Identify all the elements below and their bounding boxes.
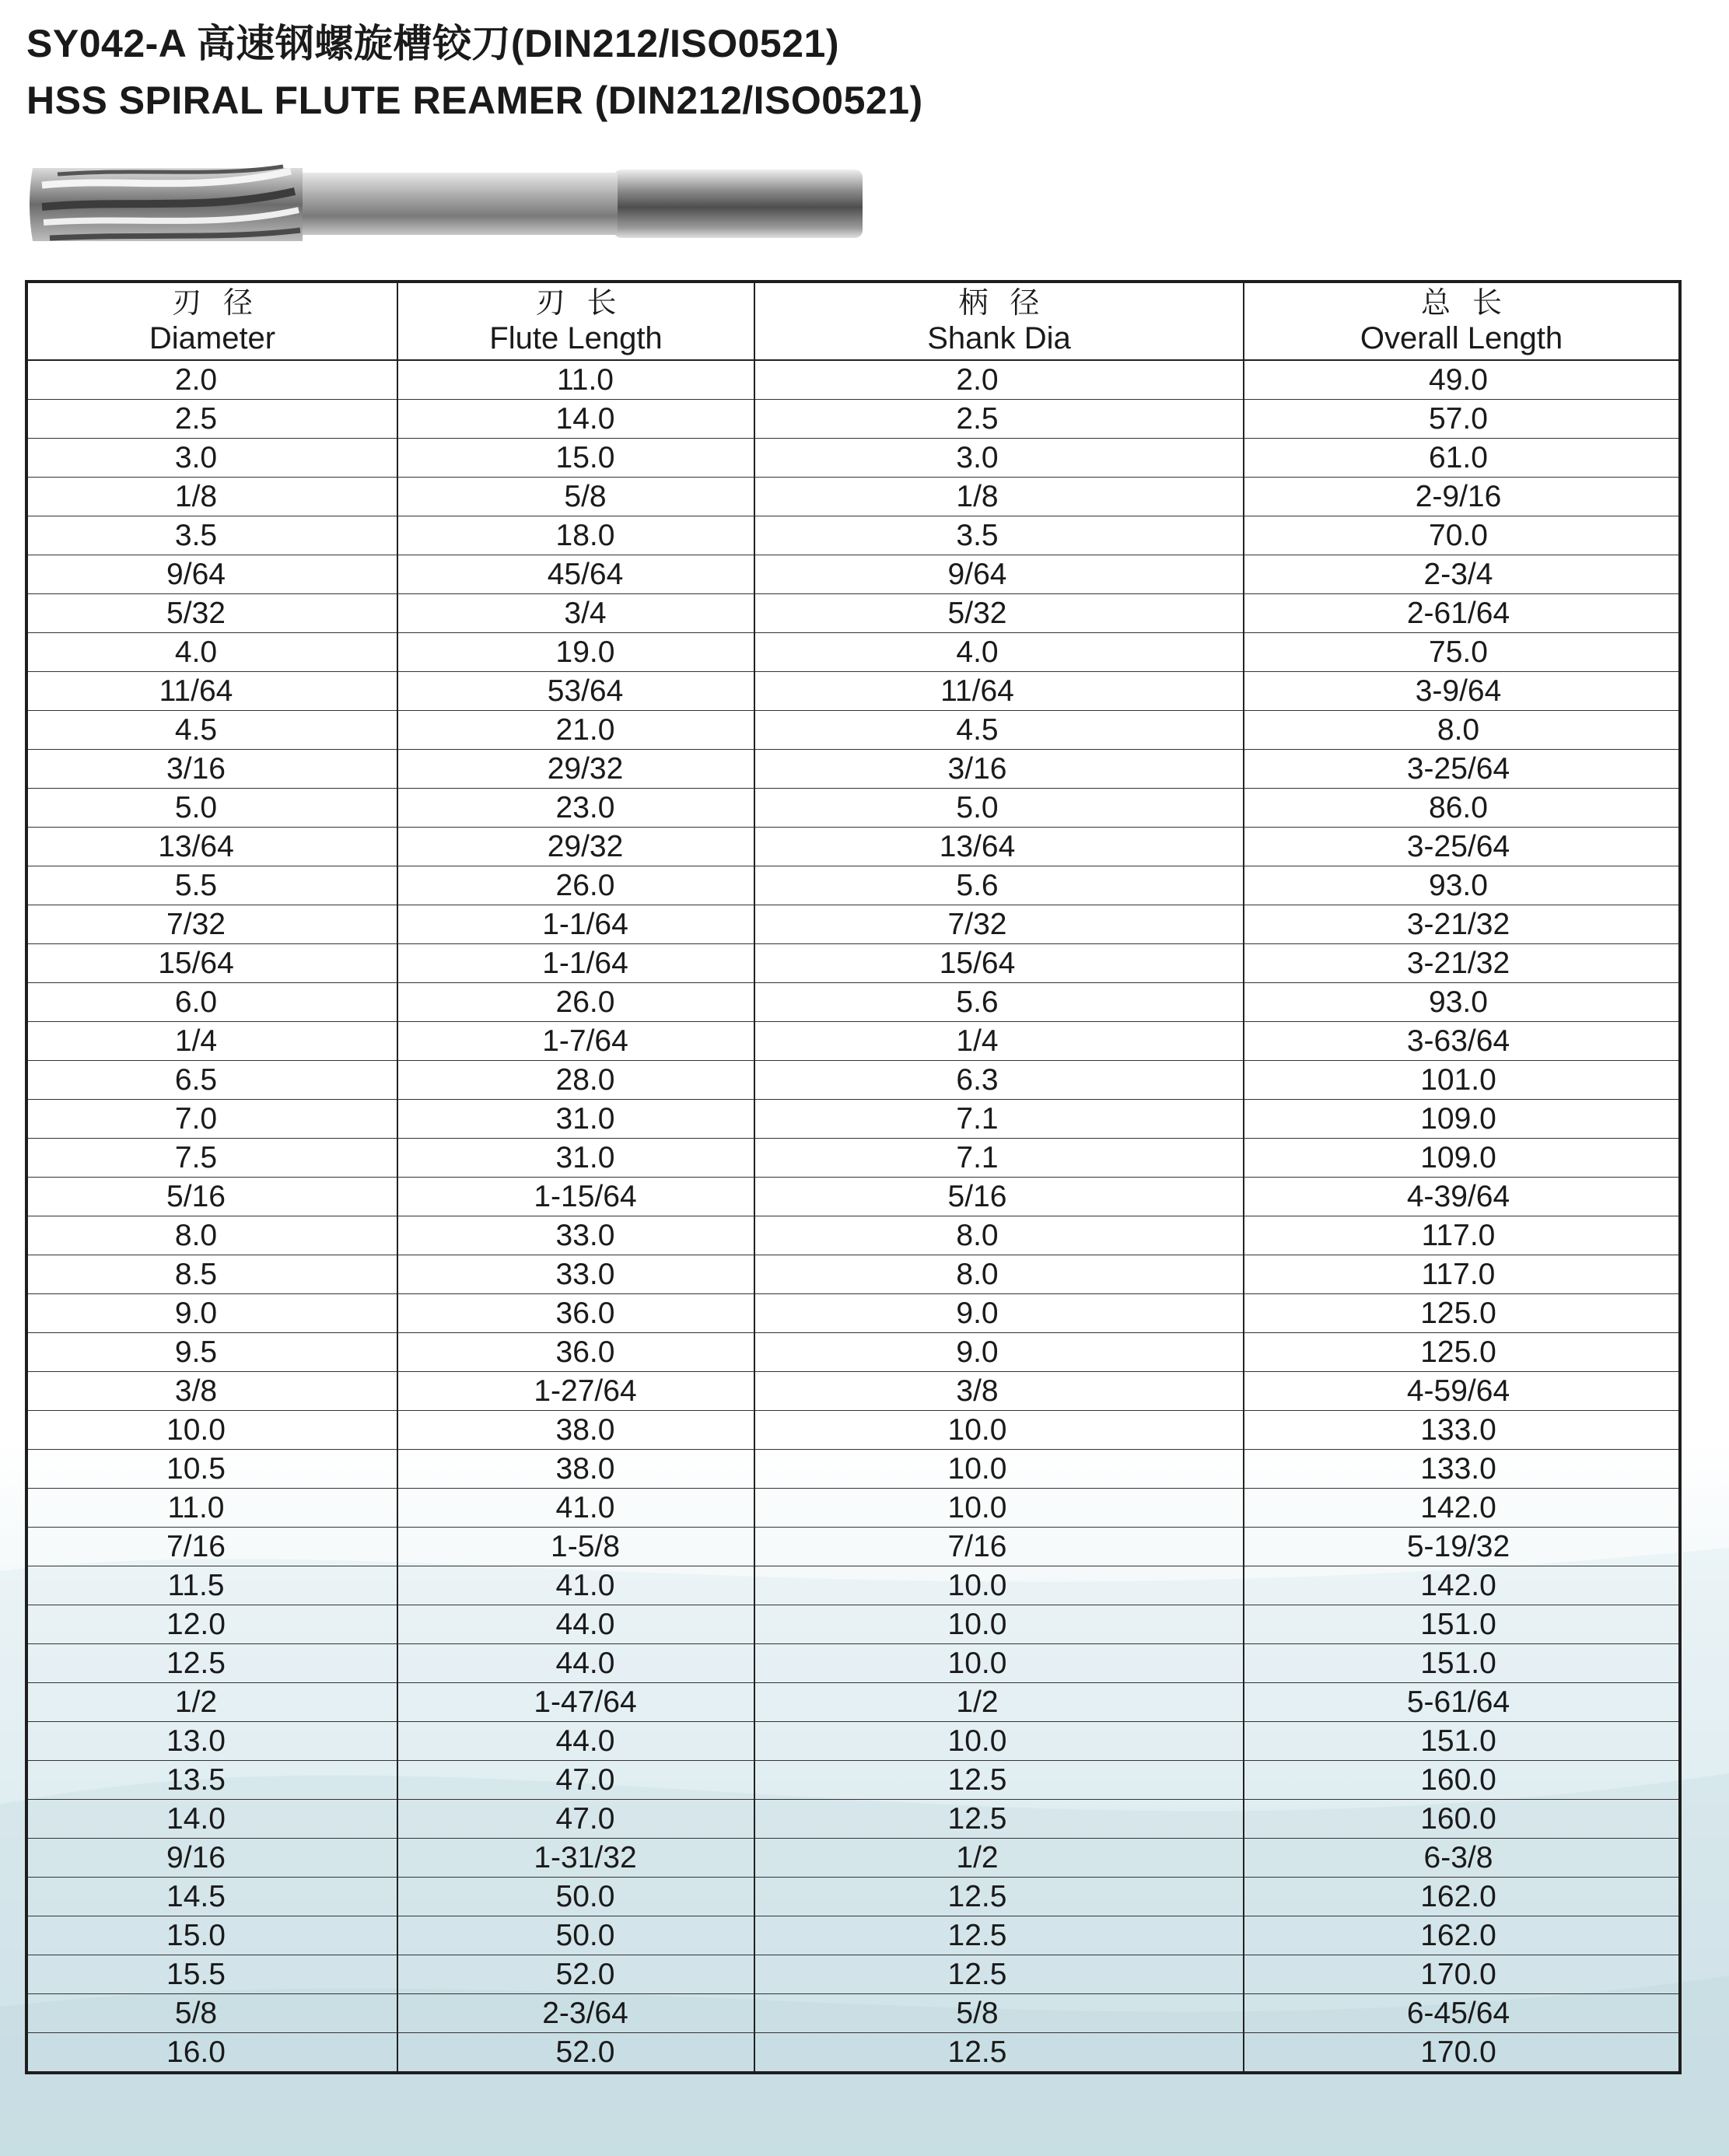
cell-shank-dia: 1/4	[754, 1022, 1244, 1061]
table-row	[26, 439, 1680, 478]
cell-flute-length: 36.0	[397, 1294, 754, 1333]
table-row	[26, 1333, 1680, 1372]
cell-overall-length: 3-25/64	[1244, 828, 1680, 866]
cell-shank-dia: 11/64	[754, 672, 1244, 711]
column-header-overall-length: 总长 Overall Length	[1244, 282, 1680, 360]
table-row	[26, 1061, 1680, 1100]
cell-flute-length: 31.0	[397, 1139, 754, 1178]
table-row	[26, 1022, 1680, 1061]
table-row	[26, 1411, 1680, 1450]
cell-flute-length: 52.0	[397, 1955, 754, 1994]
cell-diameter: 7.0	[26, 1100, 397, 1139]
cell-overall-length: 75.0	[1244, 633, 1680, 672]
cell-diameter: 14.5	[26, 1878, 397, 1916]
cell-overall-length: 101.0	[1244, 1061, 1680, 1100]
table-row	[26, 516, 1680, 555]
cell-overall-length: 170.0	[1244, 1955, 1680, 1994]
table-row	[26, 1489, 1680, 1528]
cell-shank-dia: 5/8	[754, 1994, 1244, 2033]
cell-shank-dia: 5.6	[754, 866, 1244, 905]
cell-shank-dia: 6.3	[754, 1061, 1244, 1100]
cell-diameter: 13/64	[26, 828, 397, 866]
cell-diameter: 9/64	[26, 555, 397, 594]
cell-shank-dia: 5/16	[754, 1178, 1244, 1216]
product-title-english: HSS SPIRAL FLUTE REAMER (DIN212/ISO0521)	[26, 79, 923, 122]
cell-flute-length: 5/8	[397, 478, 754, 516]
table-row	[26, 400, 1680, 439]
cell-diameter: 5/16	[26, 1178, 397, 1216]
cell-flute-length: 45/64	[397, 555, 754, 594]
cell-shank-dia: 12.5	[754, 1800, 1244, 1839]
cell-shank-dia: 13/64	[754, 828, 1244, 866]
cell-diameter: 8.5	[26, 1255, 397, 1294]
cell-diameter: 11.5	[26, 1566, 397, 1605]
cell-flute-length: 52.0	[397, 2033, 754, 2074]
cell-flute-length: 18.0	[397, 516, 754, 555]
cell-flute-length: 33.0	[397, 1216, 754, 1255]
cell-diameter: 6.5	[26, 1061, 397, 1100]
cell-overall-length: 3-21/32	[1244, 905, 1680, 944]
cell-shank-dia: 10.0	[754, 1722, 1244, 1761]
cell-shank-dia: 10.0	[754, 1605, 1244, 1644]
table-row	[26, 711, 1680, 750]
cell-overall-length: 2-9/16	[1244, 478, 1680, 516]
table-row	[26, 1800, 1680, 1839]
table-row	[26, 594, 1680, 633]
cell-diameter: 13.0	[26, 1722, 397, 1761]
cell-diameter: 3.0	[26, 439, 397, 478]
cell-diameter: 15.5	[26, 1955, 397, 1994]
cell-shank-dia: 10.0	[754, 1644, 1244, 1683]
table-row	[26, 1216, 1680, 1255]
table-row	[26, 1916, 1680, 1955]
cell-diameter: 11/64	[26, 672, 397, 711]
table-row	[26, 1178, 1680, 1216]
cell-diameter: 5.5	[26, 866, 397, 905]
table-row	[26, 1994, 1680, 2033]
cell-diameter: 9/16	[26, 1839, 397, 1878]
table-row	[26, 866, 1680, 905]
cell-diameter: 5/8	[26, 1994, 397, 2033]
cell-diameter: 2.5	[26, 400, 397, 439]
cell-overall-length: 8.0	[1244, 711, 1680, 750]
cell-diameter: 14.0	[26, 1800, 397, 1839]
cell-flute-length: 15.0	[397, 439, 754, 478]
table-row	[26, 1955, 1680, 1994]
cell-diameter: 1/4	[26, 1022, 397, 1061]
cell-shank-dia: 3.0	[754, 439, 1244, 478]
spiral-flute-reamer-icon	[26, 162, 868, 247]
cell-overall-length: 142.0	[1244, 1566, 1680, 1605]
cell-overall-length: 151.0	[1244, 1644, 1680, 1683]
cell-overall-length: 151.0	[1244, 1605, 1680, 1644]
cell-diameter: 3/16	[26, 750, 397, 789]
cell-overall-length: 117.0	[1244, 1255, 1680, 1294]
cell-flute-length: 44.0	[397, 1605, 754, 1644]
reamer-spec-table	[25, 280, 1682, 2074]
cell-overall-length: 3-9/64	[1244, 672, 1680, 711]
cell-flute-length: 41.0	[397, 1566, 754, 1605]
cell-diameter: 10.5	[26, 1450, 397, 1489]
cell-flute-length: 1-1/64	[397, 905, 754, 944]
cell-shank-dia: 5.6	[754, 983, 1244, 1022]
cell-flute-length: 31.0	[397, 1100, 754, 1139]
cell-diameter: 1/2	[26, 1683, 397, 1722]
cell-shank-dia: 4.0	[754, 633, 1244, 672]
cell-diameter: 15.0	[26, 1916, 397, 1955]
cell-flute-length: 29/32	[397, 750, 754, 789]
cell-flute-length: 21.0	[397, 711, 754, 750]
cell-shank-dia: 9.0	[754, 1333, 1244, 1372]
table-header-row	[26, 282, 1680, 360]
cell-shank-dia: 10.0	[754, 1450, 1244, 1489]
cell-shank-dia: 12.5	[754, 1761, 1244, 1800]
cell-diameter: 5/32	[26, 594, 397, 633]
cell-shank-dia: 2.5	[754, 400, 1244, 439]
table-row	[26, 633, 1680, 672]
cell-diameter: 13.5	[26, 1761, 397, 1800]
cell-shank-dia: 10.0	[754, 1566, 1244, 1605]
cell-diameter: 16.0	[26, 2033, 397, 2074]
cell-diameter: 12.0	[26, 1605, 397, 1644]
cell-diameter: 4.0	[26, 633, 397, 672]
cell-overall-length: 2-61/64	[1244, 594, 1680, 633]
column-header-flute-length: 刃长 Flute Length	[397, 282, 754, 360]
cell-overall-length: 151.0	[1244, 1722, 1680, 1761]
cell-overall-length: 86.0	[1244, 789, 1680, 828]
cell-flute-length: 1-31/32	[397, 1839, 754, 1878]
table-row	[26, 1722, 1680, 1761]
table-row	[26, 360, 1680, 400]
cell-flute-length: 19.0	[397, 633, 754, 672]
cell-flute-length: 1-5/8	[397, 1528, 754, 1566]
cell-flute-length: 38.0	[397, 1450, 754, 1489]
cell-diameter: 10.0	[26, 1411, 397, 1450]
cell-shank-dia: 8.0	[754, 1216, 1244, 1255]
table-row	[26, 478, 1680, 516]
cell-overall-length: 6-3/8	[1244, 1839, 1680, 1878]
cell-shank-dia: 4.5	[754, 711, 1244, 750]
cell-flute-length: 26.0	[397, 983, 754, 1022]
cell-diameter: 7.5	[26, 1139, 397, 1178]
cell-overall-length: 5-61/64	[1244, 1683, 1680, 1722]
cell-flute-length: 1-1/64	[397, 944, 754, 983]
table-row	[26, 1450, 1680, 1489]
table-row	[26, 1372, 1680, 1411]
cell-flute-length: 2-3/64	[397, 1994, 754, 2033]
cell-overall-length: 2-3/4	[1244, 555, 1680, 594]
cell-diameter: 5.0	[26, 789, 397, 828]
cell-flute-length: 29/32	[397, 828, 754, 866]
cell-shank-dia: 1/8	[754, 478, 1244, 516]
product-title-chinese: SY042-A 高速钢螺旋槽铰刀(DIN212/ISO0521)	[26, 22, 840, 65]
cell-overall-length: 160.0	[1244, 1800, 1680, 1839]
cell-diameter: 11.0	[26, 1489, 397, 1528]
cell-overall-length: 4-39/64	[1244, 1178, 1680, 1216]
table-row	[26, 1139, 1680, 1178]
cell-diameter: 9.5	[26, 1333, 397, 1372]
table-row	[26, 1566, 1680, 1605]
table-row	[26, 750, 1680, 789]
cell-diameter: 3.5	[26, 516, 397, 555]
table-row	[26, 983, 1680, 1022]
cell-flute-length: 1-47/64	[397, 1683, 754, 1722]
cell-diameter: 6.0	[26, 983, 397, 1022]
cell-shank-dia: 1/2	[754, 1839, 1244, 1878]
cell-overall-length: 162.0	[1244, 1916, 1680, 1955]
table-row	[26, 944, 1680, 983]
cell-shank-dia: 15/64	[754, 944, 1244, 983]
cell-shank-dia: 2.0	[754, 360, 1244, 400]
table-row	[26, 1255, 1680, 1294]
cell-diameter: 1/8	[26, 478, 397, 516]
cell-flute-length: 11.0	[397, 360, 754, 400]
cell-overall-length: 117.0	[1244, 1216, 1680, 1255]
table-row	[26, 2033, 1680, 2074]
cell-overall-length: 3-21/32	[1244, 944, 1680, 983]
cell-shank-dia: 9.0	[754, 1294, 1244, 1333]
cell-flute-length: 41.0	[397, 1489, 754, 1528]
cell-overall-length: 109.0	[1244, 1100, 1680, 1139]
cell-shank-dia: 12.5	[754, 1878, 1244, 1916]
cell-overall-length: 49.0	[1244, 360, 1680, 400]
cell-shank-dia: 3/8	[754, 1372, 1244, 1411]
table-row	[26, 828, 1680, 866]
cell-shank-dia: 5.0	[754, 789, 1244, 828]
column-header-shank-dia: 柄径 Shank Dia	[754, 282, 1244, 360]
cell-flute-length: 23.0	[397, 789, 754, 828]
cell-diameter: 9.0	[26, 1294, 397, 1333]
cell-overall-length: 5-19/32	[1244, 1528, 1680, 1566]
cell-shank-dia: 3/16	[754, 750, 1244, 789]
cell-diameter: 3/8	[26, 1372, 397, 1411]
cell-flute-length: 14.0	[397, 400, 754, 439]
cell-flute-length: 44.0	[397, 1644, 754, 1683]
cell-overall-length: 6-45/64	[1244, 1994, 1680, 2033]
table-row	[26, 1528, 1680, 1566]
cell-overall-length: 125.0	[1244, 1294, 1680, 1333]
cell-overall-length: 125.0	[1244, 1333, 1680, 1372]
cell-flute-length: 38.0	[397, 1411, 754, 1450]
cell-shank-dia: 12.5	[754, 1955, 1244, 1994]
cell-flute-length: 33.0	[397, 1255, 754, 1294]
cell-shank-dia: 12.5	[754, 2033, 1244, 2074]
cell-shank-dia: 8.0	[754, 1255, 1244, 1294]
cell-overall-length: 109.0	[1244, 1139, 1680, 1178]
cell-shank-dia: 10.0	[754, 1411, 1244, 1450]
cell-flute-length: 44.0	[397, 1722, 754, 1761]
cell-flute-length: 53/64	[397, 672, 754, 711]
cell-flute-length: 3/4	[397, 594, 754, 633]
table-row	[26, 555, 1680, 594]
cell-diameter: 7/16	[26, 1528, 397, 1566]
cell-shank-dia: 7/16	[754, 1528, 1244, 1566]
cell-overall-length: 162.0	[1244, 1878, 1680, 1916]
cell-flute-length: 47.0	[397, 1761, 754, 1800]
table-row	[26, 1294, 1680, 1333]
cell-shank-dia: 3.5	[754, 516, 1244, 555]
cell-shank-dia: 12.5	[754, 1916, 1244, 1955]
cell-shank-dia: 10.0	[754, 1489, 1244, 1528]
table-row	[26, 1839, 1680, 1878]
cell-overall-length: 93.0	[1244, 983, 1680, 1022]
table-row	[26, 1683, 1680, 1722]
cell-overall-length: 4-59/64	[1244, 1372, 1680, 1411]
cell-flute-length: 47.0	[397, 1800, 754, 1839]
cell-flute-length: 1-7/64	[397, 1022, 754, 1061]
cell-flute-length: 26.0	[397, 866, 754, 905]
cell-flute-length: 1-15/64	[397, 1178, 754, 1216]
cell-shank-dia: 7.1	[754, 1139, 1244, 1178]
cell-overall-length: 93.0	[1244, 866, 1680, 905]
cell-overall-length: 170.0	[1420, 2035, 1496, 2069]
table-row	[26, 905, 1680, 944]
cell-overall-length: 61.0	[1244, 439, 1680, 478]
cell-diameter: 8.0	[26, 1216, 397, 1255]
table-row	[26, 1761, 1680, 1800]
cell-shank-dia: 7.1	[754, 1100, 1244, 1139]
cell-shank-dia: 5/32	[754, 594, 1244, 633]
cell-flute-length: 28.0	[397, 1061, 754, 1100]
cell-shank-dia: 7/32	[754, 905, 1244, 944]
cell-overall-length: 142.0	[1244, 1489, 1680, 1528]
cell-overall-length: 133.0	[1244, 1450, 1680, 1489]
cell-overall-length: 160.0	[1244, 1761, 1680, 1800]
cell-shank-dia: 9/64	[754, 555, 1244, 594]
cell-diameter: 4.5	[26, 711, 397, 750]
table-row	[26, 789, 1680, 828]
cell-diameter: 12.5	[26, 1644, 397, 1683]
cell-overall-length: 57.0	[1244, 400, 1680, 439]
cell-flute-length: 50.0	[397, 1878, 754, 1916]
table-row	[26, 1100, 1680, 1139]
cell-flute-length: 36.0	[397, 1333, 754, 1372]
cell-flute-length: 50.0	[397, 1916, 754, 1955]
cell-overall-length: 70.0	[1244, 516, 1680, 555]
table-row	[26, 1644, 1680, 1683]
cell-diameter: 7/32	[26, 905, 397, 944]
cell-shank-dia: 1/2	[754, 1683, 1244, 1722]
column-header-diameter: 刃径 Diameter	[26, 282, 397, 360]
cell-overall-length: 3-25/64	[1244, 750, 1680, 789]
table-body	[26, 360, 1680, 2073]
cell-diameter: 15/64	[26, 944, 397, 983]
cell-diameter: 2.0	[26, 360, 397, 400]
table-row	[26, 1605, 1680, 1644]
table-row	[26, 672, 1680, 711]
cell-overall-length: 3-63/64	[1244, 1022, 1680, 1061]
cell-overall-length: 133.0	[1244, 1411, 1680, 1450]
cell-flute-length: 1-27/64	[397, 1372, 754, 1411]
table-row	[26, 1878, 1680, 1916]
